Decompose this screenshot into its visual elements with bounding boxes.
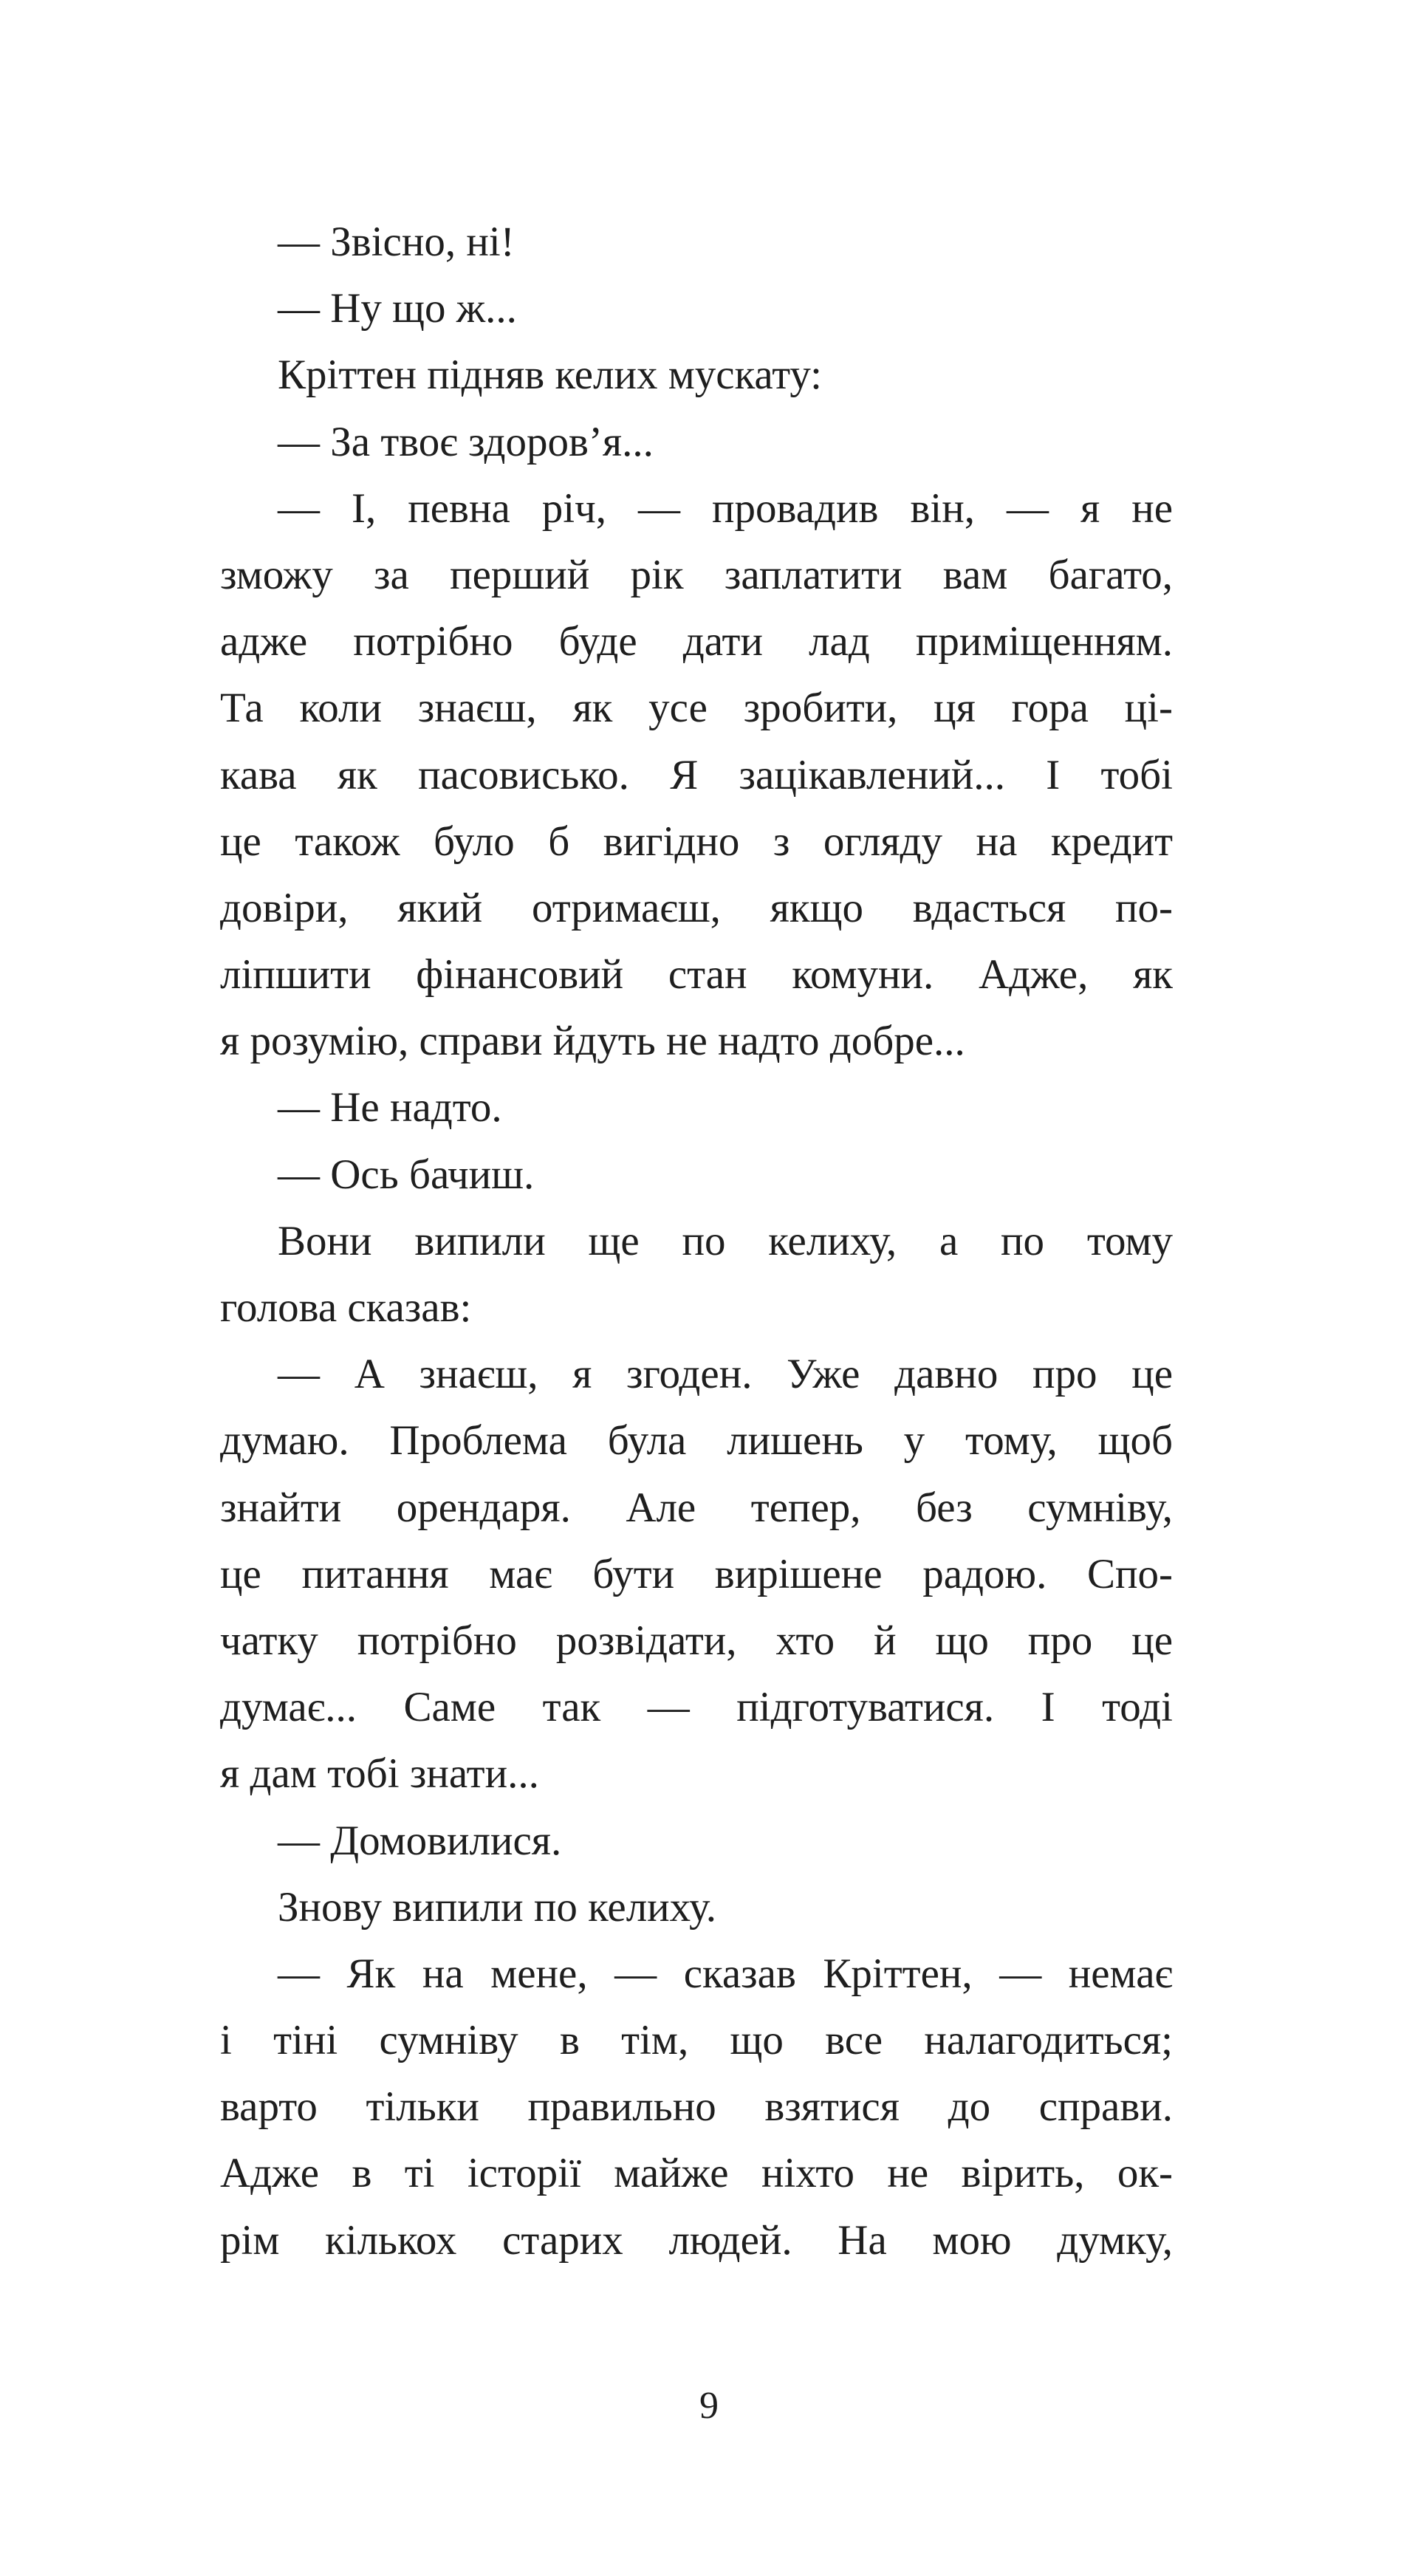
- text-line: — Як на мене, — сказав Кріттен, — немає: [278, 1950, 1173, 1997]
- text-line: варто тільки правильно взятися до справи.: [220, 2083, 1173, 2131]
- text-line: — А знаєш, я згоден. Уже давно про це: [278, 1351, 1173, 1398]
- text-line: — За твоє здоров’я...: [278, 418, 654, 465]
- text-line: голова сказав:: [220, 1284, 472, 1331]
- text-line: — Звісно, ні!: [278, 219, 515, 265]
- text-line: — Домовилися.: [278, 1817, 562, 1864]
- text-line: — Не надто.: [278, 1084, 502, 1131]
- page-number: 9: [699, 2385, 719, 2427]
- text-line: рім кількох старих людей. На мою думку,: [220, 2216, 1173, 2264]
- text-line: Адже в ті історії майже ніхто не вірить, ок-: [220, 2150, 1173, 2197]
- text-line: кава як пасовисько. Я зацікавлений... І тобі: [220, 751, 1173, 798]
- text-line: знайти орендаря. Але тепер, без сумніву,: [220, 1484, 1173, 1531]
- text-line: зможу за перший рік заплатити вам багато,: [220, 551, 1173, 598]
- text-line: чатку потрібно розвідати, хто й що про це: [220, 1617, 1173, 1664]
- text-line: Та коли знаєш, як усе зробити, ця гора ці-: [220, 685, 1173, 732]
- text-line: Кріттен підняв келих мускату:: [278, 352, 822, 399]
- text-line: це також було б вигідно з огляду на кредит: [220, 818, 1173, 865]
- text-line: я дам тобі знати...: [220, 1750, 539, 1798]
- text-line: довіри, який отримаєш, якщо вдасться по-: [220, 884, 1173, 931]
- text-line: адже потрібно буде дати лад приміщенням.: [220, 618, 1173, 665]
- text-line: Вони випили ще по келиху, а по тому: [278, 1217, 1173, 1264]
- text-line: думаю. Проблема була лишень у тому, щоб: [220, 1417, 1173, 1465]
- text-line: — І, певна річ, — провадив він, — я не: [278, 484, 1173, 532]
- text-line: — Ну що ж...: [278, 285, 517, 332]
- text-line: Знову випили по келиху.: [278, 1883, 717, 1931]
- text-line: і тіні сумніву в тім, що все налагодиться;: [220, 2017, 1173, 2064]
- text-line: я розумію, справи йдуть не надто добре...: [220, 1018, 965, 1065]
- text-line: це питання має бути вирішене радою. Спо-: [220, 1550, 1173, 1597]
- text-line: — Ось бачиш.: [278, 1151, 535, 1198]
- text-line: ліпшити фінансовий стан комуни. Адже, як: [220, 951, 1173, 998]
- page-body-text: [220, 209, 1173, 2274]
- text-line: думає... Саме так — підготуватися. І тоді: [220, 1684, 1173, 1731]
